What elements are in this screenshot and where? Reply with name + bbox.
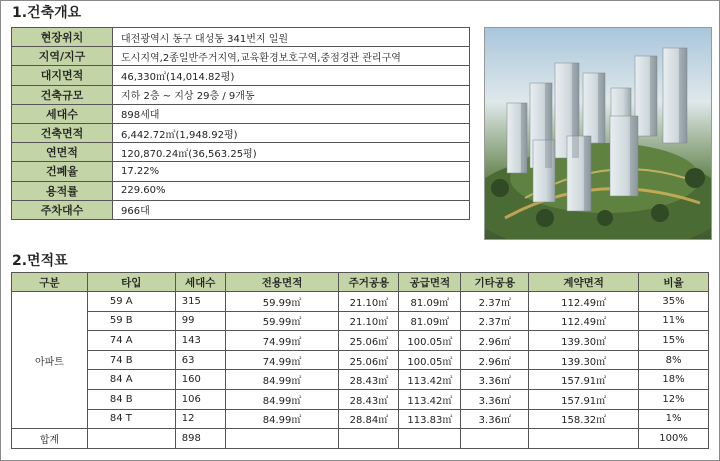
other-common-cell: 3.36㎡ xyxy=(461,370,529,390)
exclusive-area-cell: 84.99㎡ xyxy=(225,409,339,429)
area-column-header: 주거공용 xyxy=(339,273,399,292)
empty-cell xyxy=(87,429,175,449)
ratio-cell: 11% xyxy=(639,311,709,331)
total-label: 합계 xyxy=(12,429,88,449)
overview-value: 대전광역시 동구 대성동 341번지 일원 xyxy=(113,28,470,47)
exclusive-area-cell: 74.99㎡ xyxy=(225,350,339,370)
residential-common-cell: 25.06㎡ xyxy=(339,331,399,351)
overview-label: 건축규모 xyxy=(12,85,113,104)
exclusive-area-cell: 84.99㎡ xyxy=(225,370,339,390)
supply-area-cell: 100.05㎡ xyxy=(399,331,461,351)
overview-label: 연면적 xyxy=(12,143,113,162)
other-common-cell: 2.37㎡ xyxy=(461,311,529,331)
units-cell: 106 xyxy=(175,389,225,409)
contract-area-cell: 112.49㎡ xyxy=(529,311,639,331)
table-row xyxy=(12,311,709,331)
total-ratio: 100% xyxy=(639,429,709,449)
overview-row xyxy=(12,28,470,47)
contract-area-cell: 112.49㎡ xyxy=(529,292,639,312)
type-cell: 74 B xyxy=(87,350,175,370)
overview-value: 도시지역,2종일반주거지역,교육환경보호구역,중점경관 관리구역 xyxy=(113,47,470,66)
overview-label: 세대수 xyxy=(12,104,113,123)
area-column-header: 타입 xyxy=(87,273,175,292)
overview-value: 6,442.72㎡(1,948.92평) xyxy=(113,123,470,142)
exclusive-area-cell: 84.99㎡ xyxy=(225,389,339,409)
type-cell: 84 A xyxy=(87,370,175,390)
overview-row xyxy=(12,181,470,200)
overview-section-title: 1.건축개요 xyxy=(12,5,82,21)
overview-row xyxy=(12,162,470,181)
table-row xyxy=(12,409,709,429)
overview-value: 898세대 xyxy=(113,104,470,123)
type-cell: 84 B xyxy=(87,389,175,409)
area-column-header: 기타공용 xyxy=(461,273,529,292)
overview-row xyxy=(12,85,470,104)
area-column-header: 전용면적 xyxy=(225,273,339,292)
type-cell: 84 T xyxy=(87,409,175,429)
overview-label: 건폐율 xyxy=(12,162,113,181)
exclusive-area-cell: 59.99㎡ xyxy=(225,292,339,312)
area-column-header: 세대수 xyxy=(175,273,225,292)
ratio-cell: 12% xyxy=(639,389,709,409)
overview-value: 120,870.24㎡(36,563.25평) xyxy=(113,143,470,162)
contract-area-cell: 157.91㎡ xyxy=(529,370,639,390)
type-cell: 59 B xyxy=(87,311,175,331)
table-row xyxy=(12,389,709,409)
residential-common-cell: 28.43㎡ xyxy=(339,389,399,409)
overview-label: 현장위치 xyxy=(12,28,113,47)
exclusive-area-cell: 59.99㎡ xyxy=(225,311,339,331)
area-section-title: 2.면적표 xyxy=(12,253,68,269)
empty-cell xyxy=(225,429,339,449)
residential-common-cell: 28.84㎡ xyxy=(339,409,399,429)
supply-area-cell: 81.09㎡ xyxy=(399,292,461,312)
building-overview-table xyxy=(11,27,470,220)
supply-area-cell: 100.05㎡ xyxy=(399,350,461,370)
residential-common-cell: 21.10㎡ xyxy=(339,311,399,331)
apartment-complex-rendering xyxy=(484,27,712,240)
overview-row xyxy=(12,104,470,123)
total-row xyxy=(12,429,709,449)
ratio-cell: 1% xyxy=(639,409,709,429)
area-table xyxy=(11,272,709,449)
overview-label: 용적률 xyxy=(12,181,113,200)
total-units: 898 xyxy=(175,429,225,449)
group-label-apartment: 아파트 xyxy=(12,292,88,429)
type-cell: 59 A xyxy=(87,292,175,312)
overview-row xyxy=(12,47,470,66)
residential-common-cell: 21.10㎡ xyxy=(339,292,399,312)
area-column-header: 구분 xyxy=(12,273,88,292)
empty-cell xyxy=(399,429,461,449)
contract-area-cell: 157.91㎡ xyxy=(529,389,639,409)
empty-cell xyxy=(529,429,639,449)
overview-label: 건축면적 xyxy=(12,123,113,142)
units-cell: 12 xyxy=(175,409,225,429)
ratio-cell: 18% xyxy=(639,370,709,390)
area-column-header: 공급면적 xyxy=(399,273,461,292)
contract-area-cell: 158.32㎡ xyxy=(529,409,639,429)
other-common-cell: 2.96㎡ xyxy=(461,350,529,370)
other-common-cell: 3.36㎡ xyxy=(461,389,529,409)
contract-area-cell: 139.30㎡ xyxy=(529,350,639,370)
other-common-cell: 2.96㎡ xyxy=(461,331,529,351)
overview-label: 지역/지구 xyxy=(12,47,113,66)
overview-value: 지하 2층 ~ 지상 29층 / 9개동 xyxy=(113,85,470,104)
table-row xyxy=(12,331,709,351)
contract-area-cell: 139.30㎡ xyxy=(529,331,639,351)
table-row xyxy=(12,350,709,370)
area-column-header: 계약면적 xyxy=(529,273,639,292)
type-cell: 74 A xyxy=(87,331,175,351)
units-cell: 160 xyxy=(175,370,225,390)
area-column-header: 비율 xyxy=(639,273,709,292)
overview-row xyxy=(12,66,470,85)
ratio-cell: 35% xyxy=(639,292,709,312)
overview-row xyxy=(12,200,470,219)
units-cell: 63 xyxy=(175,350,225,370)
units-cell: 99 xyxy=(175,311,225,331)
supply-area-cell: 113.42㎡ xyxy=(399,389,461,409)
ratio-cell: 15% xyxy=(639,331,709,351)
supply-area-cell: 81.09㎡ xyxy=(399,311,461,331)
other-common-cell: 3.36㎡ xyxy=(461,409,529,429)
overview-label: 주차대수 xyxy=(12,200,113,219)
supply-area-cell: 113.42㎡ xyxy=(399,370,461,390)
overview-value: 17.22% xyxy=(113,162,470,181)
empty-cell xyxy=(461,429,529,449)
overview-row xyxy=(12,123,470,142)
residential-common-cell: 25.06㎡ xyxy=(339,350,399,370)
overview-value: 229.60% xyxy=(113,181,470,200)
other-common-cell: 2.37㎡ xyxy=(461,292,529,312)
units-cell: 315 xyxy=(175,292,225,312)
ratio-cell: 8% xyxy=(639,350,709,370)
exclusive-area-cell: 74.99㎡ xyxy=(225,331,339,351)
supply-area-cell: 113.83㎡ xyxy=(399,409,461,429)
overview-value: 46,330㎡(14,014.82평) xyxy=(113,66,470,85)
overview-label: 대지면적 xyxy=(12,66,113,85)
table-row xyxy=(12,292,709,312)
empty-cell xyxy=(339,429,399,449)
overview-value: 966대 xyxy=(113,200,470,219)
table-row xyxy=(12,370,709,390)
units-cell: 143 xyxy=(175,331,225,351)
overview-row xyxy=(12,143,470,162)
residential-common-cell: 28.43㎡ xyxy=(339,370,399,390)
